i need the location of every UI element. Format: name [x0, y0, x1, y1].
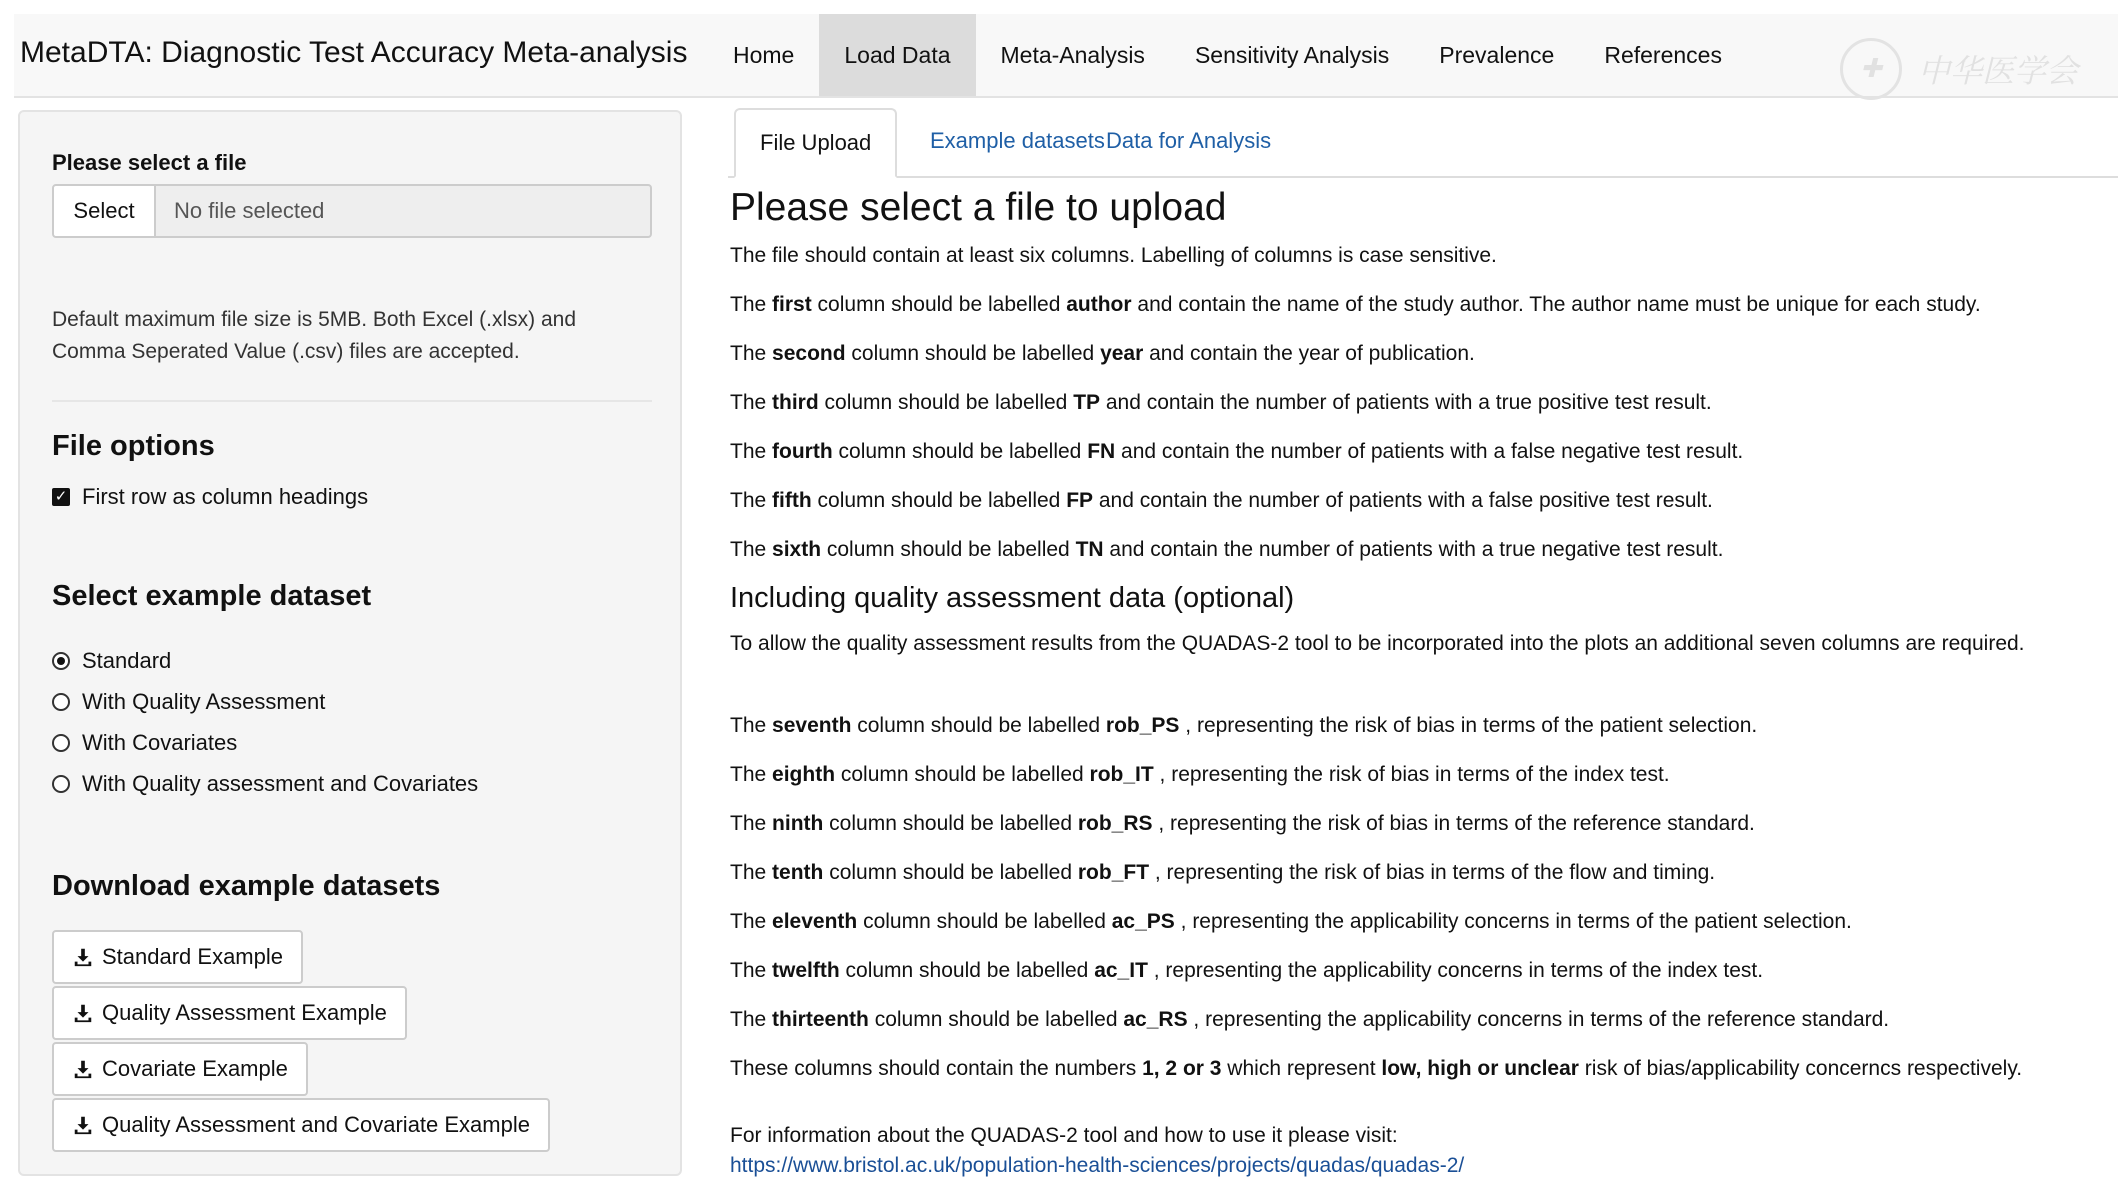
nav-meta-analysis[interactable]: Meta-Analysis — [1000, 42, 1145, 68]
column-rule: The thirteenth column should be labelled ac_RS , representing the applicability concerns in terms of the reference standard. — [730, 1008, 1890, 1031]
file-input — [52, 184, 652, 238]
column-rule: The twelfth column should be labelled ac_IT , representing the applicability concerns in terms of the index test. — [730, 959, 1764, 982]
download-icon — [72, 1058, 94, 1080]
column-rule: The fourth column should be labelled FN and contain the number of patients with a false negative test result. — [730, 440, 1744, 463]
checkbox-label: First row as column headings — [82, 484, 369, 509]
radio-with-quality-assessment[interactable] — [52, 689, 325, 715]
quality-assessment-heading: Including quality assessment data (optional) — [730, 582, 1295, 614]
score-values-text: These columns should contain the numbers 1, 2 or 3 which represent low, high or unclear risk of bias/applicability concerncs respectively. — [730, 1057, 2023, 1080]
column-rule: The eleventh column should be labelled ac_PS , representing the applicability concerns in terms of the patient selection. — [730, 910, 1852, 933]
button-label: Covariate Example — [102, 1056, 288, 1081]
help-line-1: Default maximum file size is 5MB. Both Excel (.xlsx) and — [52, 308, 576, 331]
navbar — [14, 14, 2118, 98]
radio-label: With Quality assessment and Covariates — [82, 771, 479, 796]
quadas-info-text: For information about the QUADAS-2 tool and how to use it please visit: — [730, 1124, 1398, 1147]
download-icon — [72, 1002, 94, 1024]
sidebar-panel — [18, 110, 682, 1176]
download-quality-covariate-button[interactable] — [52, 1098, 550, 1152]
example-dataset-heading: Select example dataset — [52, 580, 372, 612]
file-options-heading: File options — [52, 430, 215, 462]
nav-home[interactable]: Home — [733, 42, 795, 68]
button-label: Quality Assessment Example — [102, 1000, 387, 1025]
tab-data-for-analysis[interactable]: Data for Analysis — [1106, 128, 1272, 153]
file-input-label: Please select a file — [52, 150, 247, 175]
radio-label: With Quality Assessment — [82, 689, 326, 714]
download-heading: Download example datasets — [52, 870, 441, 902]
download-icon — [72, 946, 94, 968]
page-title: Please select a file to upload — [730, 186, 1227, 229]
tab-file-upload[interactable]: File Upload — [734, 108, 897, 178]
watermark — [1840, 38, 2078, 100]
column-rule: The ninth column should be labelled rob_RS , representing the risk of bias in terms of the reference standard. — [730, 812, 1755, 835]
column-rule: The fifth column should be labelled FP and contain the number of patients with a false positive test result. — [730, 489, 1713, 512]
divider — [52, 400, 652, 402]
column-rule: The second column should be labelled year and contain the year of publication. — [730, 342, 1475, 365]
select-file-button[interactable]: Select — [52, 184, 156, 238]
checkbox-checked-icon[interactable]: ✓ — [52, 488, 70, 506]
help-line-2: Comma Seperated Value (.csv) files are accepted. — [52, 340, 520, 363]
tab-example-datasets[interactable]: Example datasets — [930, 128, 1105, 153]
radio-unchecked-icon[interactable] — [52, 734, 70, 752]
download-standard-button[interactable] — [52, 930, 303, 984]
radio-checked-icon[interactable] — [52, 652, 70, 670]
column-rule: The seventh column should be labelled rob_PS , representing the risk of bias in terms of the patient selection. — [730, 714, 1758, 737]
column-rule: The first column should be labelled author and contain the name of the study author. The author name must be unique for each study. — [730, 293, 1981, 316]
radio-quality-and-covariates[interactable] — [52, 771, 478, 797]
radio-unchecked-icon[interactable] — [52, 775, 70, 793]
nav-references[interactable]: References — [1604, 42, 1722, 68]
column-rule: The eighth column should be labelled rob_IT , representing the risk of bias in terms of the index test. — [730, 763, 1670, 786]
file-size-help — [52, 304, 662, 368]
download-quality-assessment-button[interactable] — [52, 986, 407, 1040]
column-rule: The tenth column should be labelled rob_FT , representing the risk of bias in terms of the flow and timing. — [730, 861, 1716, 884]
watermark-text: 中华医学会 — [1917, 52, 2078, 90]
main-nav — [708, 14, 1747, 96]
file-name-field[interactable]: No file selected — [156, 184, 652, 238]
radio-standard[interactable] — [52, 648, 171, 674]
quadas-link[interactable]: https://www.bristol.ac.uk/population-health-sciences/projects/quadas/quadas-2/ — [730, 1154, 1465, 1177]
intro-text: The file should contain at least six columns. Labelling of columns is case sensitive. — [730, 244, 1497, 267]
button-label: Quality Assessment and Covariate Example — [102, 1112, 530, 1137]
nav-sensitivity-analysis[interactable]: Sensitivity Analysis — [1194, 42, 1390, 68]
nav-load-data[interactable]: Load Data — [819, 14, 975, 96]
button-label: Standard Example — [102, 944, 283, 969]
quality-assessment-intro: To allow the quality assessment results from the QUADAS-2 tool to be incorporated into the plots an additional seven columns are required. — [730, 632, 2025, 655]
first-row-headings-checkbox[interactable] — [52, 484, 368, 510]
seal-icon: ✚ — [1840, 38, 1902, 100]
nav-prevalence[interactable]: Prevalence — [1439, 42, 1555, 68]
app-brand[interactable]: MetaDTA: Diagnostic Test Accuracy Meta-analysis — [20, 36, 688, 69]
radio-with-covariates[interactable] — [52, 730, 237, 756]
column-rule: The sixth column should be labelled TN and contain the number of patients with a true negative test result. — [730, 538, 1724, 561]
load-data-tabs — [728, 108, 2118, 178]
radio-label: With Covariates — [82, 730, 238, 755]
download-icon — [72, 1114, 94, 1136]
column-rule: The third column should be labelled TP and contain the number of patients with a true positive test result. — [730, 391, 1712, 414]
radio-unchecked-icon[interactable] — [52, 693, 70, 711]
radio-label: Standard — [82, 648, 172, 673]
download-covariate-button[interactable] — [52, 1042, 308, 1096]
